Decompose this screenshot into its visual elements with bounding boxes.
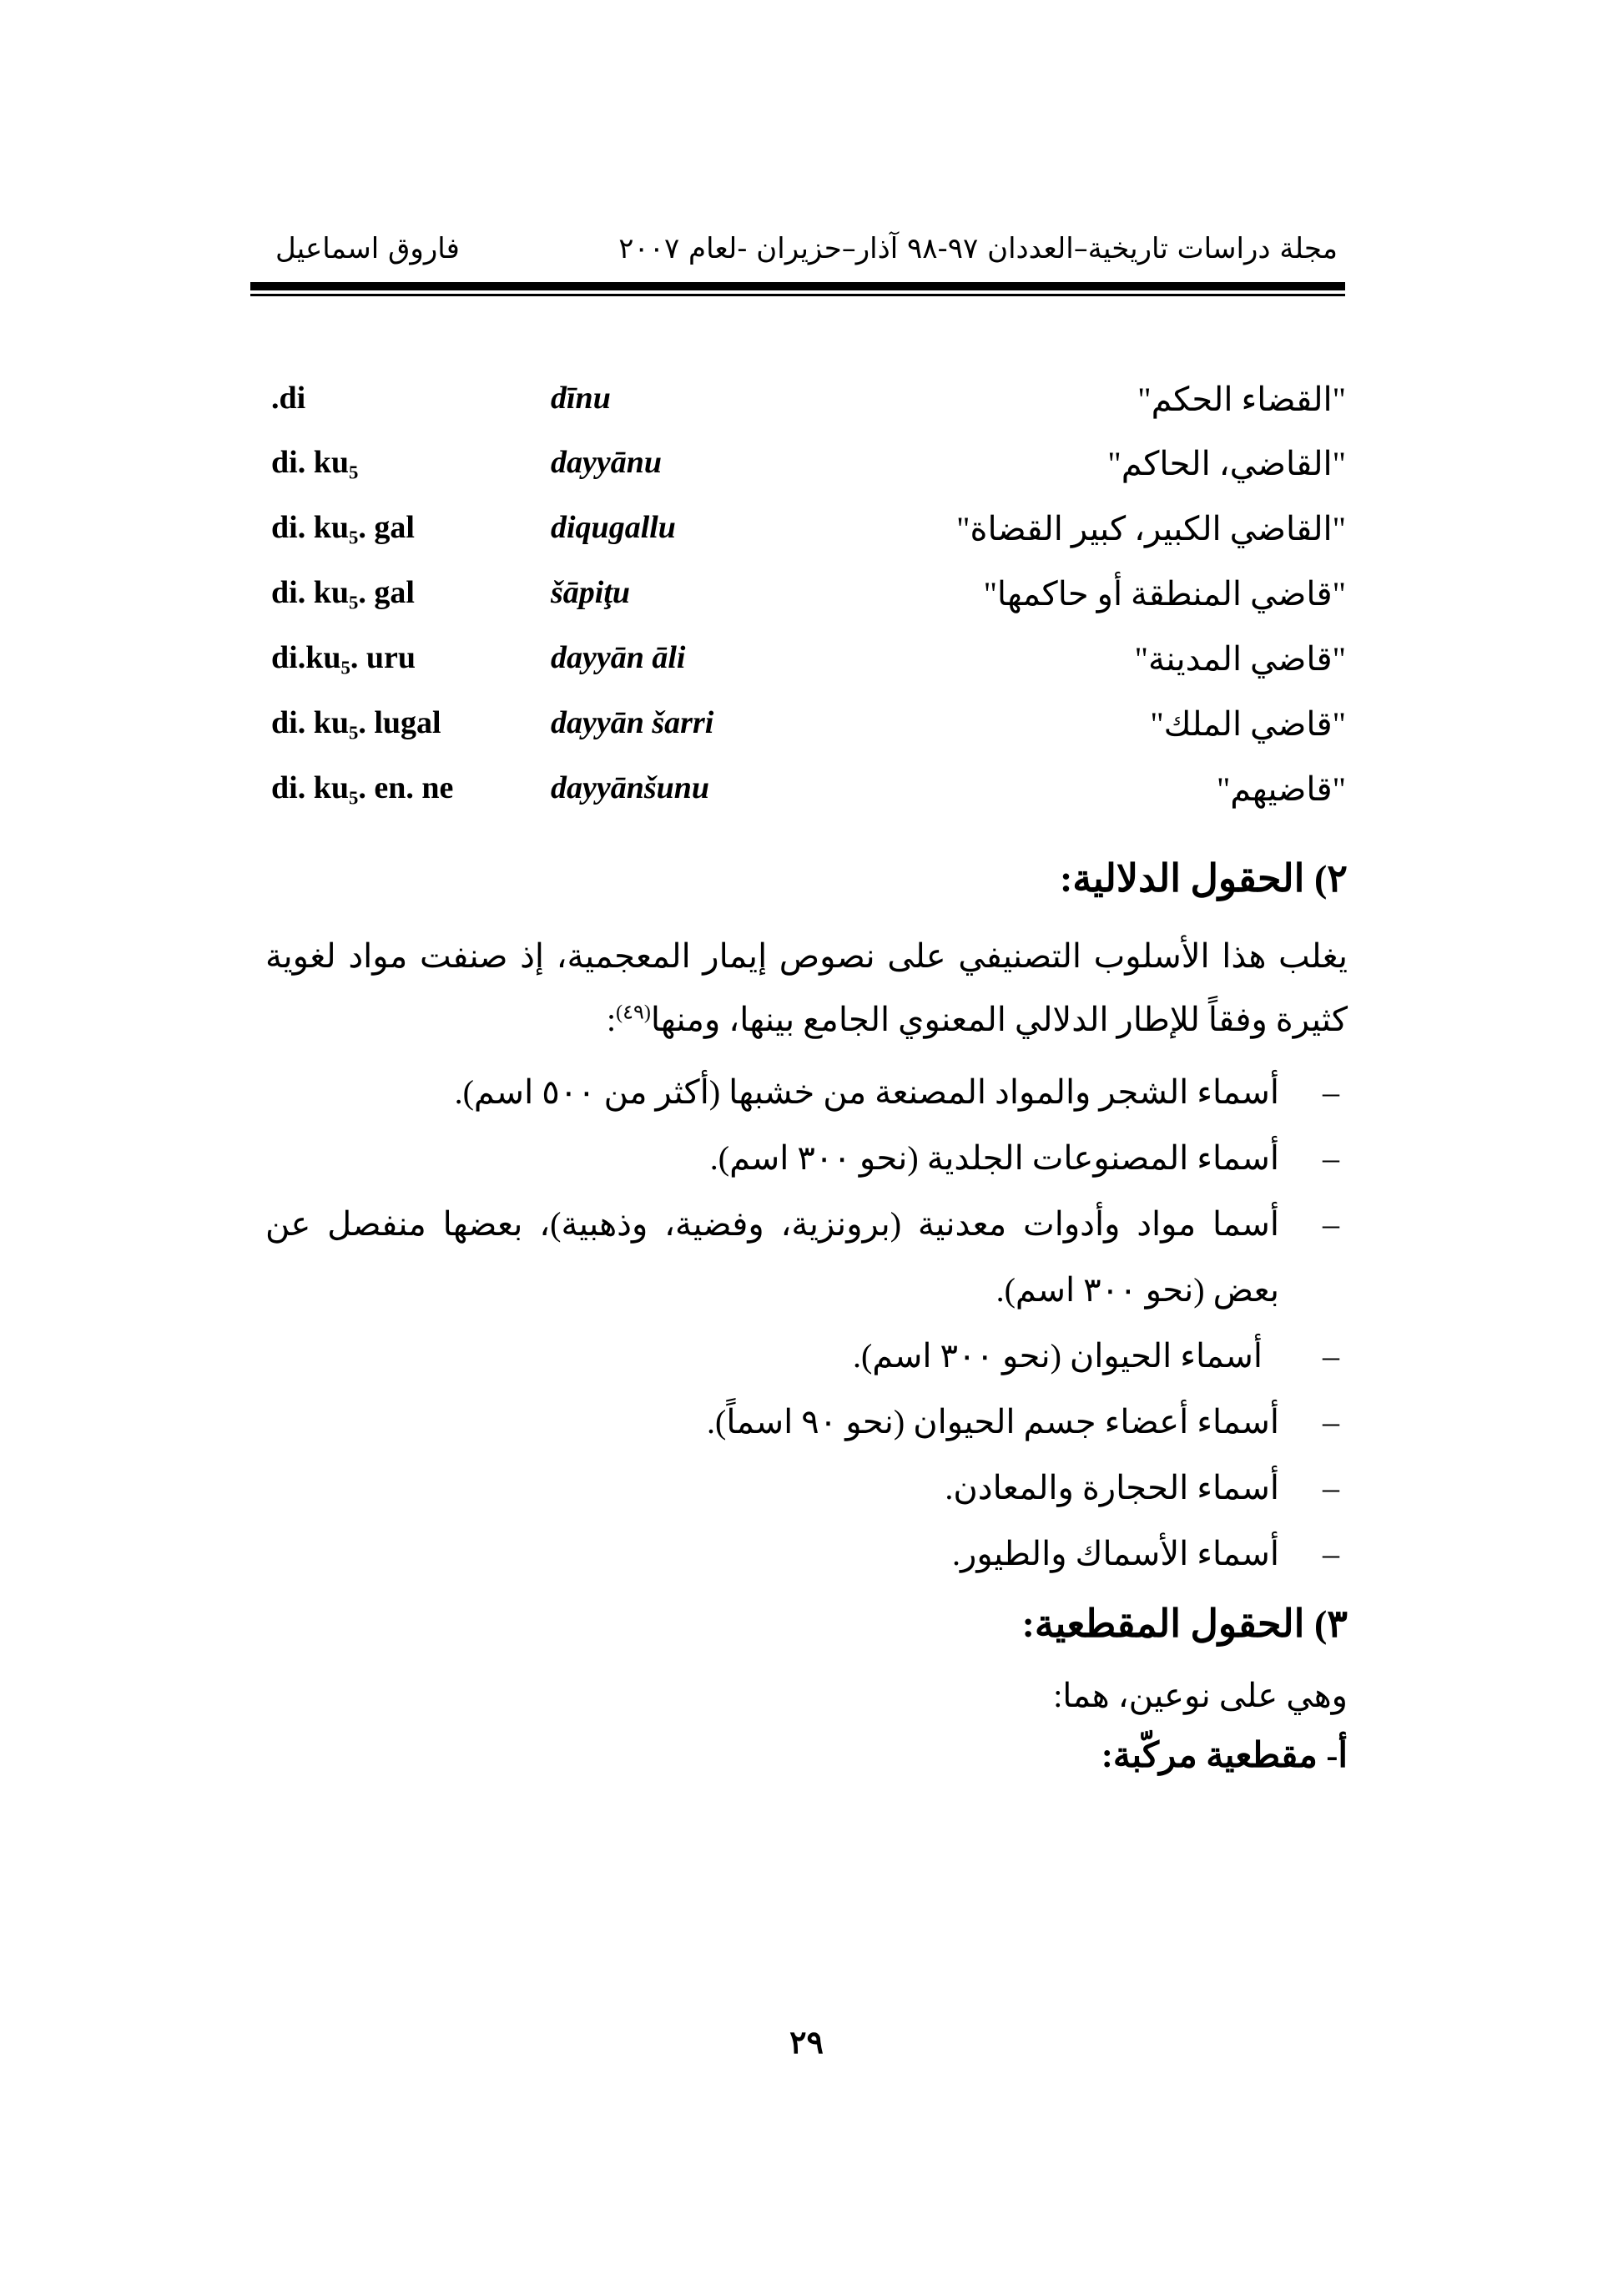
akkadian-term: diqugallu <box>551 510 676 545</box>
arabic-meaning: "قاضي المدينة" <box>1134 640 1346 678</box>
akkadian-term: dīnu <box>551 381 611 416</box>
section-heading: ٣) الحقول المقطعية: <box>1021 1602 1348 1645</box>
author-header: فاروق اسماعيل <box>275 232 460 265</box>
paragraph-line: يغلب هذا الأسلوب التصنيفي على نصوص إيمار المعجمية، إذ صنفت مواد لغوية <box>265 937 1348 975</box>
list-item: أسماء أعضاء جسم الحيوان (نحو ٩٠ اسماً). <box>707 1403 1279 1441</box>
arabic-meaning: "قاضيهم" <box>1216 770 1346 808</box>
sumerian-term: di. ku₅ <box>271 445 359 480</box>
list-item: أسما مواد وأدوات معدنية (برونزية، وفضية، وذهبية)، بعضها منفصل عن <box>265 1205 1279 1243</box>
sumerian-term: di. ku₅. gal <box>271 575 415 610</box>
bullet-dash: – <box>1323 1139 1339 1177</box>
glossary-row <box>0 509 1613 568</box>
list-item: أسماء الشجر والمواد المصنعة من خشبها (أكثر من ٥٠٠ اسم). <box>454 1073 1279 1111</box>
akkadian-term: dayyānšunu <box>551 770 710 805</box>
arabic-meaning: "قاضي الملك" <box>1150 705 1346 743</box>
glossary-row <box>0 639 1613 698</box>
list-item-continued: بعض (نحو ٣٠٠ اسم). <box>996 1271 1279 1309</box>
bullet-dash: – <box>1323 1469 1339 1506</box>
paragraph-line <box>607 1000 1348 1039</box>
glossary-row <box>0 770 1613 828</box>
header-rule <box>250 282 1345 290</box>
arabic-meaning: "القضاء الحكم" <box>1137 381 1346 418</box>
sumerian-term: di. ku₅. lugal <box>271 705 441 740</box>
header-rule-thin <box>250 294 1345 296</box>
arabic-meaning: "قاضي المنطقة أو حاكمها" <box>983 575 1346 613</box>
glossary-row <box>0 704 1613 763</box>
journal-header: مجلة دراسات تاريخية–العددان ٩٧-٩٨ آذار–حزيران -لعام ٢٠٠٧ <box>618 232 1338 265</box>
footnote-ref: (٤٩) <box>616 1002 651 1024</box>
glossary-row <box>0 380 1613 438</box>
paragraph-line: وهي على نوعين، هما: <box>1053 1677 1348 1714</box>
glossary-row <box>0 574 1613 633</box>
sumerian-term: di. ku₅. gal <box>271 510 415 545</box>
list-item: أسماء الأسماك والطيور. <box>952 1535 1279 1572</box>
paragraph-colon: : <box>606 1001 617 1038</box>
glossary-row <box>0 444 1613 502</box>
akkadian-term: dayyān šarri <box>551 705 714 740</box>
akkadian-term: dayyān āli <box>551 640 686 675</box>
section-heading: ٢) الحقول الدلالية: <box>1059 857 1348 900</box>
list-item: أسماء الحيوان (نحو ٣٠٠ اسم). <box>852 1337 1263 1375</box>
sumerian-term: di.ku₅. uru <box>271 640 416 675</box>
page-number: ٢٩ <box>789 2026 824 2061</box>
subsection-heading: أ- مقطعية مركّبة: <box>1101 1737 1348 1775</box>
sumerian-term: .di <box>271 381 306 416</box>
bullet-dash: – <box>1323 1205 1339 1243</box>
bullet-dash: – <box>1323 1073 1339 1111</box>
bullet-dash: – <box>1323 1337 1339 1375</box>
arabic-meaning: "القاضي الكبير، كبير القضاة" <box>956 510 1346 548</box>
akkadian-term: dayyānu <box>551 445 662 480</box>
list-item: أسماء الحجارة والمعادن. <box>945 1469 1279 1506</box>
paragraph-text: كثيرة وفقاً للإطار الدلالي المعنوي الجامع بينها، ومنها <box>650 1001 1348 1038</box>
bullet-dash: – <box>1323 1403 1339 1441</box>
list-item: أسماء المصنوعات الجلدية (نحو ٣٠٠ اسم). <box>709 1139 1279 1177</box>
sumerian-term: di. ku₅. en. ne <box>271 770 454 805</box>
bullet-dash: – <box>1323 1535 1339 1572</box>
arabic-meaning: "القاضي، الحاكم" <box>1107 445 1346 482</box>
akkadian-term: šāpiţu <box>551 575 631 610</box>
